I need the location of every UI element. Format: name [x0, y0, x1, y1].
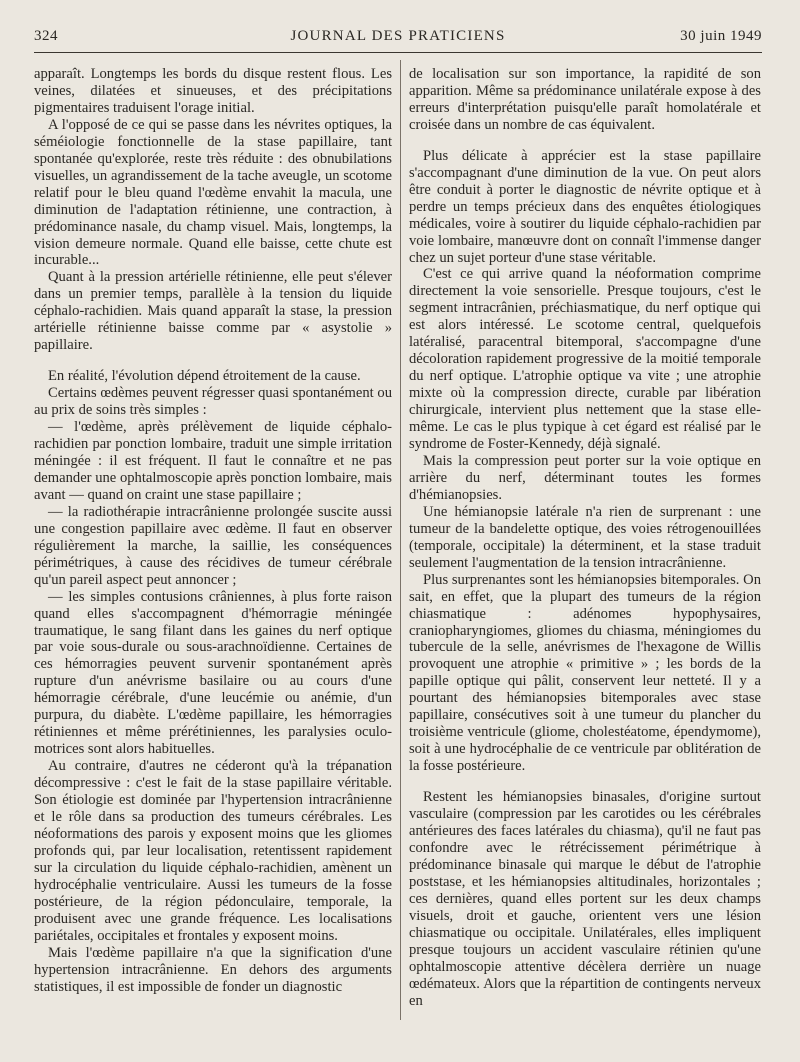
- paragraph: — la radiothérapie intracrânienne prolongée suscite aussi une congestion papillaire avec œdème. Il faut en observer régulièrement la marche, la saillie, les conséquences périmétriques, à cause des récidives de tumeur cérébrale qu'un pareil aspect peut annoncer ;: [34, 503, 392, 588]
- paragraph: Une hémianopsie latérale n'a rien de surprenant : une tumeur de la bandelette optique, des voies rétrogenouillées (temporale, occipitale) la déterminent, et la stase traduit seulement l'augmentation de la tension intracrânienne.: [409, 503, 761, 571]
- paragraph: A l'opposé de ce qui se passe dans les névrites optiques, la séméiologie fonctionnelle de la stase papillaire, tant spontanée qu'explorée, reste très réduite : des obnubilations visuelles, un agrandissement de la tache aveugle, un scotome relatif pour le bleu quand l'œdème envahit la macula, une diminution de l'adaptation rétinienne, une contraction, à prédominance nasale, du champ visuel. Mais, longtemps, la vision demeure normale. Quand elle baisse, cette chute est incurable...: [34, 116, 392, 269]
- paragraph: Au contraire, d'autres ne céderont qu'à la trépanation décompressive : c'est le fait de la stase papillaire véritable. Son étiologie est dominée par l'hypertension intracrânienne et le rôle dans sa production des tumeurs cérébrales. Les néoformations des parois y exposent moins que les gliomes profonds qui, par leur localisation, retentissent rapidement sur la circulation du liquide céphalo-rachidien, amènent un hydrocéphalie ventriculaire. Aussi les tumeurs de la fosse postérieure, de la région pédonculaire, temporale, la produisent avec une grande fréquence. Les localisations pariétales, occipitales et frontales y exposent moins.: [34, 758, 392, 944]
- paragraph: Plus délicate à apprécier est la stase papillaire s'accompagnant d'une diminution de la vue. On peut alors être conduit à porter le diagnostic de névrite optique et à perdre un temps précieux dans des enquêtes étiologiques médicales, voire à soutirer du liquide céphalo-rachidien par voie lombaire, manœuvre dont on connaît l'immense danger chez un sujet porteur d'une stase véritable.: [409, 147, 761, 266]
- right-column: [409, 66, 761, 1009]
- paragraph: En réalité, l'évolution dépend étroitement de la cause.: [48, 368, 361, 385]
- left-column: [34, 66, 392, 995]
- paragraph: Mais l'œdème papillaire n'a que la signification d'une hypertension intracrânienne. En dehors des arguments statistiques, il est impossible de fonder un diagnostic: [34, 944, 392, 995]
- paragraph: Restent les hémianopsies binasales, d'origine surtout vasculaire (compression par les carotides ou les cérébrales antérieures des faces latérales du chiasma), qu'il ne faut pas confondre avec le rétrécissement périmétrique à prédominance binasale qui marque le début de l'atrophie poststase, et les hémianopsies altitudinales, horizontales ; ces dernières, quand elles portent sur les deux champs visuels, droit et gauche, orientent vers une lésion chiasmatique ou occipitale. Unilatérales, elles impliquent presque toujours un accident vasculaire rétinien qu'une ophtalmoscopie attentive décèlera derrière un nuage œdémateux. Alors que la répartition de contingents nerveux en: [409, 789, 761, 1009]
- page-number: 324: [34, 28, 58, 44]
- paragraph: Plus surprenantes sont les hémianopsies bitemporales. On sait, en effet, que la plupart des tumeurs de la région chiasmatique : adénomes hypophysaires, craniopharyngiomes, gliomes du chiasma, méningiomes du tubercule de la selle, anévrismes de l'hexagone de Willis provoquent une atrophie « primitive » ; les bords de la papille optique qui pâlit, conservent leur netteté. Il y a pourtant des hémianopsies bitemporales avec stase papillaire, consécutives soit à une tumeur du plancher du troisième ventricule (gliome, cholestéatome, épendymome), soit à une hydrocéphalie de ce ventricule par oblitération de la fosse postérieure.: [409, 571, 761, 775]
- paragraph: — l'œdème, après prélèvement de liquide céphalo-rachidien par ponction lombaire, traduit une simple irritation méningée : il est fréquent. Il faut le connaître et ne pas demander une ophtalmoscopie après ponction lombaire, mais avant — quand on craint une stase papillaire ;: [34, 419, 392, 503]
- paragraph: Quant à la pression artérielle rétinienne, elle peut s'élever dans un premier temps, parallèle à la tension du liquide céphalo-rachidien. Mais quand apparaît la stase, la pression artérielle rétinienne baisse comme par « asystolie » papillaire.: [34, 269, 392, 354]
- running-header: [34, 22, 762, 48]
- paragraph: de localisation sur son importance, la rapidité de son apparition. Même sa prédominance unilatérale expose à des erreurs d'interprétation puisqu'elle paraît homolatérale et croisée dans un nombre de cas équivalent.: [409, 66, 761, 133]
- paragraph: Mais la compression peut porter sur la voie optique en arrière du nerf, déterminant toutes les formes d'hémianopsies.: [409, 452, 761, 503]
- paragraph: — les simples contusions crâniennes, à plus forte raison quand elles s'accompagnent d'hémorragie méningée traumatique, le sang filant dans les gaines du nerf optique par voie sous-durale ou sous-arachnoïdienne. Certaines de ces hémorragies peuvent survenir spontanément après rupture d'un anévrisme basilaire ou au cours d'une hémorragie cérébrale, d'une leucémie ou anémie, d'un purpura, du diabète. L'œdème papillaire, les hémorragies rétiniennes et même prérétiniennes, les paralysies oculo-motrices sont alors habituelles.: [34, 588, 392, 758]
- paragraph: apparaît. Longtemps les bords du disque restent flous. Les veines, dilatées et sinueuses, et des précipitations pigmentaires traduisent l'orage initial.: [34, 66, 392, 116]
- journal-title: JOURNAL DES PRATICIENS: [290, 28, 506, 44]
- paragraph: C'est ce qui arrive quand la néoformation comprime directement la voie sensorielle. Presque toujours, c'est le segment intracrânien, préchiasmatique, du nerf optique qui est alors intéressé. Le scotome central, quelquefois latéralisé, paracentral bitemporal, s'accompagne d'une décoloration rapidement progressive de la moitié temporale du nerf optique. L'atrophie optique va vite ; une atrophie mixte où la compression directe, curable par libération chirurgicale, intervient plus nettement que la stase elle-même. Le cas le plus typique à cet égard est réalisé par le syndrome de Foster-Kennedy, déjà signalé.: [409, 266, 761, 453]
- issue-date: 30 juin 1949: [680, 28, 762, 44]
- column-divider: [400, 60, 401, 1020]
- header-rule: [34, 52, 762, 53]
- paragraph: Certains œdèmes peuvent régresser quasi spontanément ou au prix de soins très simples :: [34, 385, 392, 419]
